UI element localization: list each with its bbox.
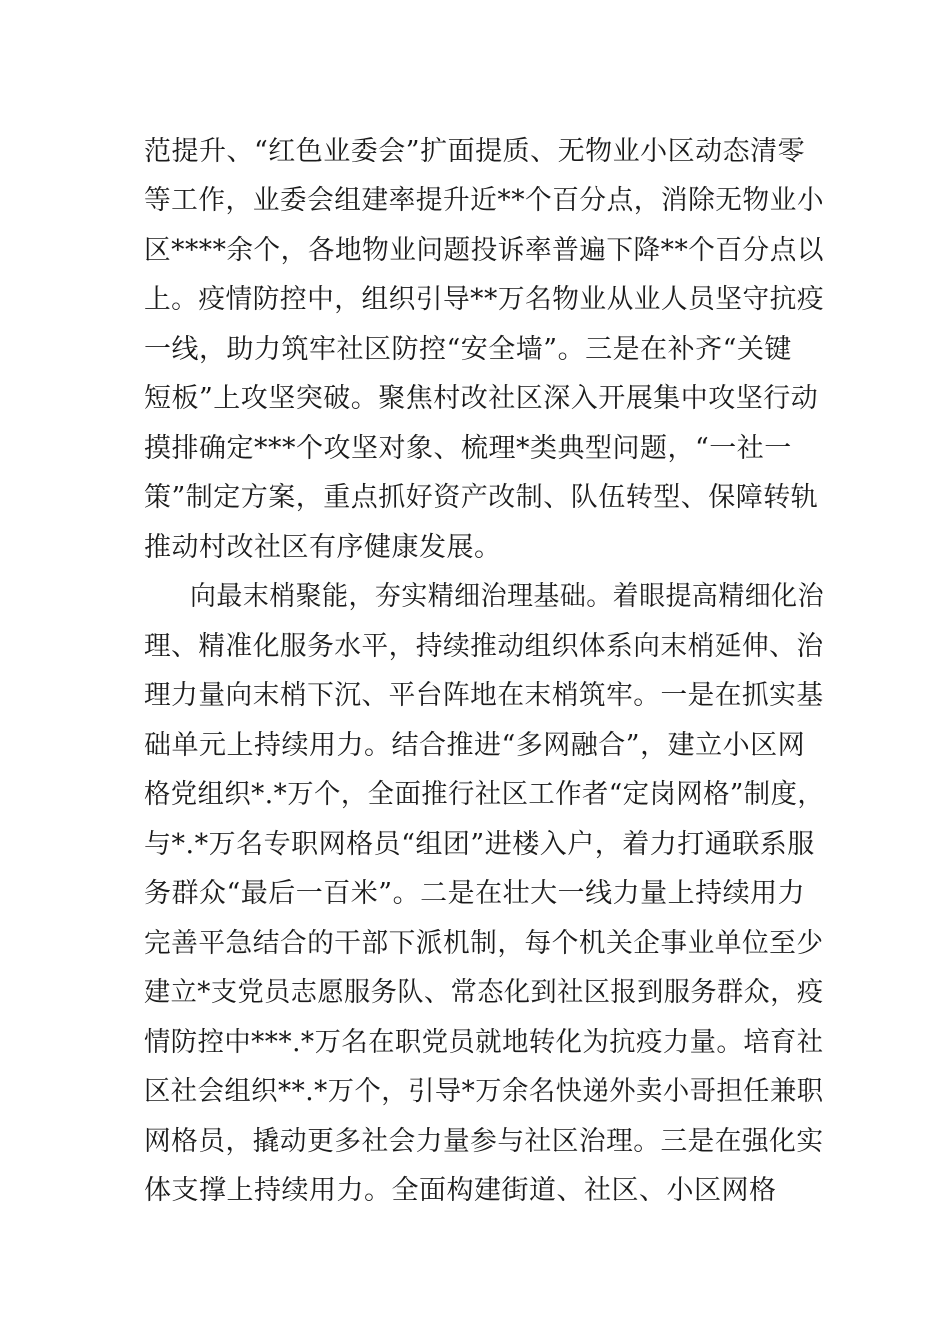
paragraph-1-line-9: 推动村改社区有序健康发展。 xyxy=(144,532,502,563)
paragraph-2-line-2: 理、精准化服务水平，持续推动组织体系向末梢延伸、治 xyxy=(144,631,824,662)
paragraph-1-line-3: 区****余个，各地物业问题投诉率普遍下降**个百分点以 xyxy=(144,235,824,266)
paragraph-1-line-7: 摸排确定***个攻坚对象、梳理*类典型问题，“一社一 xyxy=(144,433,792,464)
paragraph-2-line-7: 务群众“最后一百米”。二是在壮大一线力量上持续用力 xyxy=(144,878,806,909)
paragraph-2-line-12: 网格员，撬动更多社会力量参与社区治理。三是在强化实 xyxy=(144,1126,824,1157)
paragraph-2-line-3: 理力量向末梢下沉、平台阵地在末梢筑牢。一是在抓实基 xyxy=(144,680,824,711)
paragraph-2-line-8: 完善平急结合的干部下派机制，每个机关企事业单位至少 xyxy=(144,928,824,959)
paragraph-2-line-4: 础单元上持续用力。结合推进“多网融合”，建立小区网 xyxy=(144,730,806,761)
paragraph-2-line-6: 与*.*万名专职网格员“组团”进楼入户，着力打通联系服 xyxy=(144,829,815,860)
paragraph-1-line-4: 上。疫情防控中，组织引导**万名物业从业人员坚守抗疫 xyxy=(144,284,825,315)
paragraph-2-line-9: 建立*支党员志愿服务队、常态化到社区报到服务群众，疫 xyxy=(144,977,824,1008)
paragraph-1-line-6: 短板”上攻坚突破。聚焦村改社区深入开展集中攻坚行动 xyxy=(144,383,819,414)
paragraph-2-line-1: 向最末梢聚能，夯实精细治理基础。着眼提高精细化治 xyxy=(190,581,824,612)
paragraph-2-line-10: 情防控中***.*万名在职党员就地转化为抗疫力量。培育社 xyxy=(144,1027,824,1058)
paragraph-2-line-5: 格党组织*.*万个，全面推行社区工作者“定岗网格”制度， xyxy=(144,779,825,810)
paragraph-2-line-11: 区社会组织**.*万个，引导*万余名快递外卖小哥担任兼职 xyxy=(144,1076,824,1107)
paragraph-1-line-5: 一线，助力筑牢社区防控“安全墙”。三是在补齐“关键 xyxy=(144,334,792,365)
paragraph-2-line-13: 体支撑上持续用力。全面构建街道、社区、小区网格 xyxy=(144,1175,777,1206)
paragraph-1-line-1: 范提升、“红色业委会”扩面提质、无物业小区动态清零 xyxy=(144,136,806,167)
paragraph-1-line-8: 策”制定方案，重点抓好资产改制、队伍转型、保障转轨 xyxy=(144,482,819,513)
paragraph-1-line-2: 等工作，业委会组建率提升近**个百分点，消除无物业小 xyxy=(144,185,825,216)
